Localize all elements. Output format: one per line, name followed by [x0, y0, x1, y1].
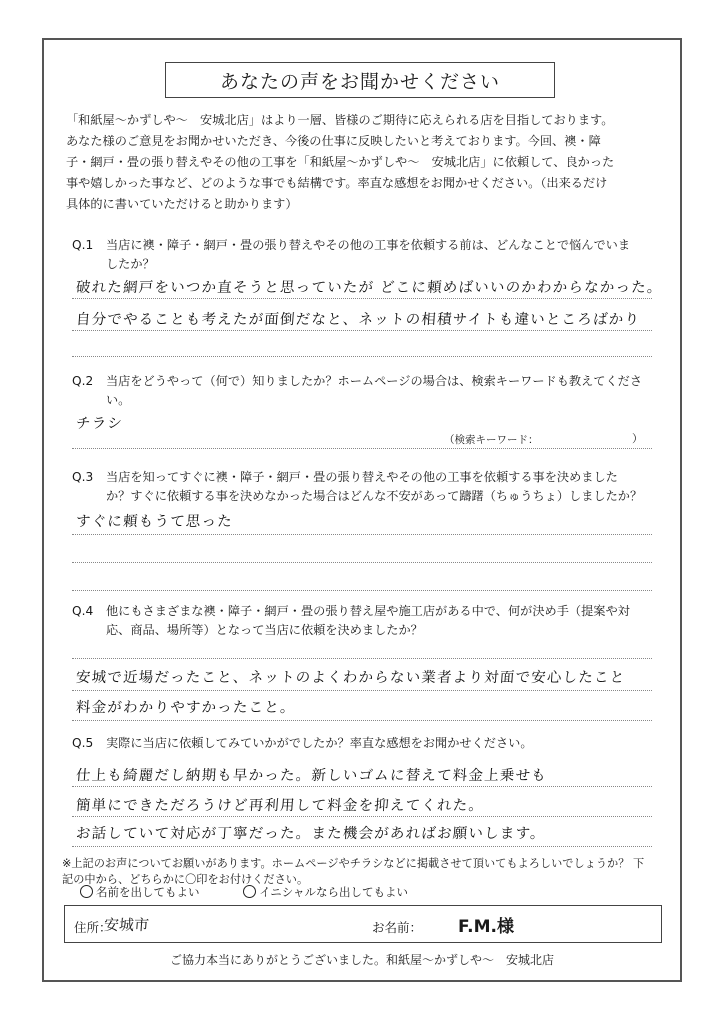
- option-name-ok[interactable]: [80, 884, 200, 900]
- answer-rule: [72, 562, 652, 563]
- question-text: したか？: [106, 257, 155, 271]
- answer-rule: [72, 330, 652, 331]
- option-label: 名前を出してもよい: [96, 885, 200, 899]
- question-text: 当店に襖・障子・網戸・畳の張り替えやその他の工事を依頼する前は、どんなことで悩んでいま: [106, 238, 631, 252]
- question-1: [72, 236, 630, 274]
- question-text: 他にもさまざまな襖・障子・網戸・畳の張り替え屋や施工店がある中で、何が決め手（提案や対: [106, 604, 630, 618]
- customer-info-box: [64, 905, 662, 943]
- answer-5-line-2: 簡単にできただろうけど再利用して料金を抑えてくれた。: [75, 798, 485, 814]
- form-title: あなたの声をお聞かせください: [165, 62, 555, 98]
- answer-rule: [72, 448, 652, 449]
- answer-5-line-3: お話していて対応が丁寧だった。また機会があればお願いします。: [75, 826, 547, 842]
- question-number: Q.5: [72, 736, 94, 750]
- answer-2-line-1: チラシ: [75, 416, 124, 432]
- question-number: Q.1: [72, 238, 94, 252]
- answer-rule: [72, 658, 652, 659]
- address-label: 住所：: [74, 920, 112, 935]
- intro-line: 具体的に書いていただけると助かります）: [66, 197, 298, 211]
- answer-1-line-2: 自分でやることも考えたが面倒だなと、ネットの相積サイトも違いところばかり: [75, 312, 641, 328]
- note-line: ※上記のお声についてお願いがあります。ホームページやチラシなどに掲載させて頂いてもよろしいでしょうか？ 下: [62, 857, 645, 870]
- intro-line: あなた様のご意見をお聞かせいただき、今後の仕事に反映したいと考えております。今回、襖・障: [66, 134, 601, 148]
- radio-circle-selected-icon: [243, 885, 256, 898]
- answer-rule: [72, 590, 652, 591]
- question-text: 当店をどうやって（何で）知りましたか？ホームページの場合は、検索キーワードも教えてくださ: [106, 374, 643, 388]
- question-number: Q.4: [72, 604, 94, 618]
- footer-thanks: ご協力本当にありがとうございました。和紙屋〜かずしや〜 安城北店: [169, 953, 554, 967]
- answer-4-line-2: 料金がわかりやすかったこと。: [75, 700, 297, 716]
- question-4: [72, 602, 630, 640]
- answer-rule: [72, 298, 652, 299]
- question-text: 応、商品、場所等）となって当店に依頼を決めましたか？: [106, 623, 423, 637]
- question-5: [72, 734, 533, 753]
- intro-line: 「和紙屋〜かずしや〜 安城北店」はより一層、皆様のご期待に応えられる店を目指しております。: [66, 113, 614, 127]
- question-text: 当店を知ってすぐに襖・障子・網戸・畳の張り替えやその他の工事を依頼する事を決めました: [106, 470, 618, 484]
- address-value: 安城市: [103, 916, 150, 934]
- intro-line: 子・網戸・畳の張り替えやその他の工事を「和紙屋〜かずしや〜 安城北店」に依頼して、良かった: [66, 155, 615, 169]
- answer-rule: [72, 816, 652, 817]
- answer-rule: [72, 534, 652, 535]
- option-initials-ok[interactable]: [243, 884, 408, 900]
- name-label: お名前：: [372, 920, 423, 935]
- note-line: 記の中から、どちらかに〇印をお付けください。: [62, 873, 309, 886]
- question-2: [72, 372, 642, 410]
- question-text: 実際に当店に依頼してみていかがでしたか？率直な感想をお聞かせください。: [106, 736, 533, 750]
- answer-rule: [72, 720, 652, 721]
- answer-rule: [72, 356, 652, 357]
- question-text: か？すぐに依頼する事を決めなかった場合はどんな不安があって躊躇（ちゅうちょ）しましたか？: [106, 489, 643, 503]
- name-value: F.M.様: [458, 917, 514, 937]
- consent-options: [80, 884, 448, 900]
- answer-1-line-1: 破れた網戸をいつか直そうと思っていたが どこに頼めばいいのかわからなかった。: [75, 280, 664, 296]
- answer-3-line-1: すぐに頼もうて思った: [75, 514, 234, 530]
- answer-5-line-1: 仕上も綺麗だし納期も早かった。新しいゴムに替えて料金上乗せも: [75, 768, 548, 784]
- question-3: [72, 468, 642, 506]
- answer-rule: [72, 846, 652, 847]
- intro-text: [66, 110, 666, 215]
- question-number: Q.2: [72, 374, 94, 388]
- intro-line: 事や嬉しかった事など、どのような事でも結構です。率直な感想をお聞かせください。（出来るだけ: [66, 176, 608, 190]
- keyword-label: （検索キーワード：: [444, 434, 539, 446]
- answer-4-line-1: 安城で近場だったこと、ネットのよくわからない業者より対面で安心したこと: [75, 670, 626, 686]
- answer-rule: [72, 690, 652, 691]
- answer-rule: [72, 786, 652, 787]
- option-label: イニシャルなら出してもよい: [259, 885, 408, 899]
- question-text: い。: [106, 393, 131, 407]
- question-number: Q.3: [72, 470, 94, 484]
- radio-circle-icon: [80, 885, 93, 898]
- keyword-close: ）: [632, 432, 643, 445]
